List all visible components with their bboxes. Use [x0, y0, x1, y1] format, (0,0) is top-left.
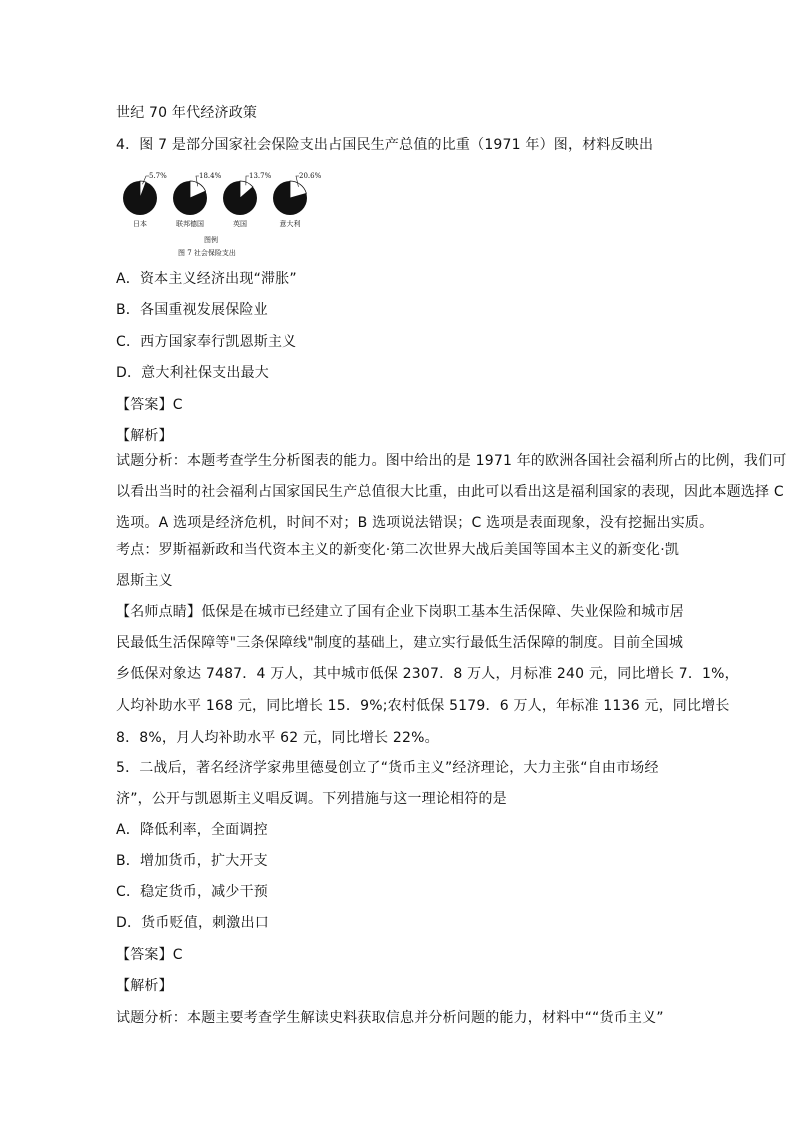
pie-value-label: 13.7%	[249, 172, 272, 180]
analysis-text: 试题分析：本题主要考查学生解读史料获取信息并分析问题的能力，材料中““货币主义”	[116, 1010, 664, 1026]
teacher-note: 民最低生活保障等"三条保障线"制度的基础上，建立实行最低生活保障的制度。目前全国城	[116, 635, 684, 651]
analysis-label: 【解析】	[116, 978, 173, 994]
figure-7	[118, 166, 338, 266]
teacher-note: 8．8%，月人均补助水平 62 元，同比增长 22%。	[116, 730, 439, 746]
answer-label: 【答案】C	[116, 947, 183, 963]
analysis-label: 【解析】	[116, 428, 173, 444]
exam-point: 恩斯主义	[116, 573, 173, 589]
figure-caption: 图 7 社会保险支出	[178, 249, 236, 257]
analysis-text: 选项。A 选项是经济危机，时间不对；B 选项说法错误；C 选项是表面现象，没有挖掘出实质。	[116, 515, 714, 531]
question-4-stem: 4．图 7 是部分国家社会保险支出占国民生产总值的比重（1971 年）图，材料反映出	[116, 137, 654, 153]
pie-category-label: 日本	[133, 220, 147, 228]
pie-category-label: 联邦德国	[176, 220, 204, 228]
teacher-note: 人均补助水平 168 元，同比增长 15．9%;农村低保 5179．6 万人，年标准 1136 元，同比增长	[116, 698, 730, 714]
pie-category-label: 意大利	[279, 220, 301, 228]
option-a: A．降低利率，全面调控	[116, 822, 268, 838]
teacher-note: 乡低保对象达 7487．4 万人，其中城市低保 2307．8 万人，月标准 240 元，同比增长 7．1%，	[116, 666, 739, 682]
option-d: D．意大利社保支出最大	[116, 365, 269, 381]
teacher-note: 【名师点睛】低保是在城市已经建立了国有企业下岗职工基本生活保障、失业保险和城市居	[116, 604, 684, 620]
question-5-stem: 5．二战后，著名经济学家弗里德曼创立了“货币主义”经济理论，大力主张“自由市场经	[116, 760, 659, 776]
pie-value-label: 18.4%	[199, 172, 222, 180]
option-d: D．货币贬值，刺激出口	[116, 915, 269, 931]
pie-value-label: 5.7%	[149, 172, 167, 180]
option-b: B．增加货币，扩大开支	[116, 853, 268, 869]
answer-label: 【答案】C	[116, 397, 183, 413]
legend-title: 图例	[204, 236, 218, 244]
analysis-text: 试题分析：本题考查学生分析图表的能力。图中给出的是 1971 年的欧洲各国社会福利所占的比例，我们可	[116, 453, 787, 469]
question-5-stem: 济”，公开与凯恩斯主义唱反调。下列措施与这一理论相符的是	[116, 791, 507, 807]
option-c: C．西方国家奉行凯恩斯主义	[116, 334, 297, 350]
option-b: B．各国重视发展保险业	[116, 302, 268, 318]
pie-category-label: 英国	[233, 220, 247, 228]
analysis-text: 以看出当时的社会福利占国家国民生产总值很大比重，由此可以看出这是福利国家的表现，因此本题选择 C	[116, 484, 784, 500]
text-line: 世纪 70 年代经济政策	[116, 105, 258, 121]
exam-point: 考点：罗斯福新政和当代资本主义的新变化·第二次世界大战后美国等国本主义的新变化·凯	[116, 542, 680, 558]
option-a: A．资本主义经济出现“滞胀”	[116, 271, 297, 287]
pie-chart-group	[118, 166, 338, 266]
option-c: C．稳定货币，减少干预	[116, 884, 268, 900]
pie-value-label: 20.6%	[299, 172, 322, 180]
